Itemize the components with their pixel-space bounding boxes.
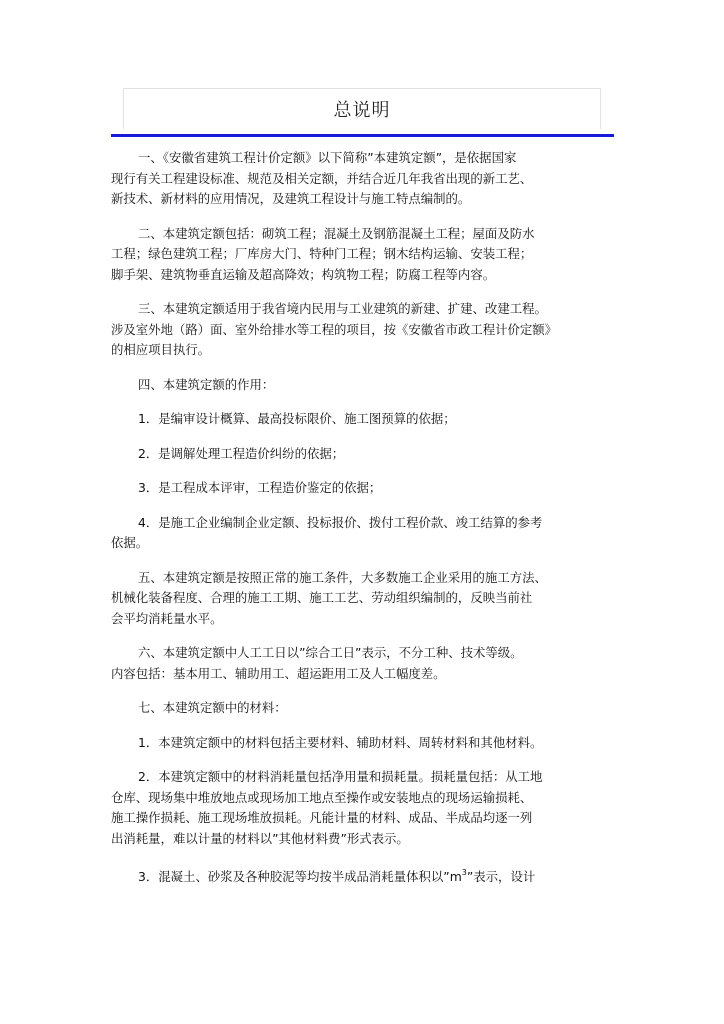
unit-text: m	[449, 869, 462, 884]
text-line: 的相应项目执行。	[111, 342, 211, 357]
text-line: 三、本建筑定额适用于我省境内民用与工业建筑的新建、扩建、改建工程。	[138, 301, 547, 316]
list-item-4-2	[111, 444, 614, 465]
text-line: 涉及室外地（路）面、室外给排水等工程的项目，按《安徽省市政工程计价定额》	[111, 321, 558, 337]
text-line: 现行有关工程建设标准、规范及相关定额，并结合近几年我省出现的新工艺、	[111, 170, 533, 186]
unit-exponent: 3	[461, 868, 467, 877]
text-line: 3．是工程成本评审，工程造价鉴定的依据；	[138, 480, 382, 495]
text-line: 会平均消耗量水平。	[111, 610, 223, 626]
list-item-7-3	[111, 863, 614, 888]
list-item-7-2	[111, 767, 614, 849]
text-line: 2．是调解处理工程造价纠纷的依据；	[138, 445, 345, 461]
paragraph-6	[111, 643, 614, 684]
text-line: 新技术、新材料的应用情况，及建筑工程设计与施工特点编制的。	[111, 191, 471, 206]
list-item-4-3	[111, 478, 614, 499]
text-line: 工程；绿色建筑工程；厂库房大门、特种门工程；钢木结构运输、安装工程；	[111, 246, 533, 261]
paragraph-4	[111, 375, 614, 396]
text-line: 仓库、现场集中堆放地点或现场加工地点至操作或安装地点的现场运输损耗、	[111, 789, 533, 805]
text-line: 施工操作损耗、施工现场堆放损耗。凡能计量的材料、成品、半成品均逐一列	[111, 810, 533, 825]
text-line: 1．是编审设计概算、最高投标限价、施工图预算的依据；	[138, 411, 456, 426]
text-line: 出消耗量，难以计量的材料以”其他材料费”形式表示。	[111, 830, 409, 846]
text-line: 4．是施工企业编制企业定额、投标报价、拨付工程价款、竣工结算的参考	[138, 514, 543, 530]
paragraph-3	[111, 299, 614, 361]
paragraph-7	[111, 698, 614, 719]
text-segment: 3．混凝土、砂浆及各种胶泥等均按半成品消耗量体积以”	[138, 869, 450, 884]
text-line: 六、本建筑定额中人工工日以”综合工日”表示，不分工种、技术等级。	[138, 645, 523, 660]
title-box	[123, 88, 601, 129]
text-line: 2．本建筑定额中的材料消耗量包括净用量和损耗量。损耗量包括：从工地	[138, 769, 543, 784]
document-body	[111, 148, 614, 902]
text-line: 机械化装备程度、合理的施工工期、施工工艺、劳动组织编制的，反映当前社	[111, 590, 533, 605]
text-line	[111, 863, 614, 888]
list-item-4-4	[111, 513, 614, 554]
page-title: 总说明	[333, 100, 391, 121]
paragraph-2	[111, 224, 614, 286]
text-line: 四、本建筑定额的作用：	[138, 376, 275, 392]
title-underline	[111, 134, 614, 137]
list-item-7-1	[111, 733, 614, 754]
paragraph-5	[111, 568, 614, 630]
text-line: 一、《安徽省建筑工程计价定额》以下简称”本建筑定额”，是依据国家	[138, 150, 517, 165]
text-line: 1．本建筑定额中的材料包括主要材料、辅助材料、周转材料和其他材料。	[138, 734, 543, 750]
text-line: 二、本建筑定额包括：砌筑工程；混凝土及钢筋混凝土工程；屋面及防水	[138, 225, 535, 241]
text-line: 五、本建筑定额是按照正常的施工条件，大多数施工企业采用的施工方法、	[138, 569, 547, 585]
text-line: 脚手架、建筑物垂直运输及超高降效；构筑物工程；防腐工程等内容。	[111, 266, 496, 282]
text-line: 依据。	[111, 535, 149, 550]
text-line: 内容包括：基本用工、辅助用工、超运距用工及人工幅度差。	[111, 665, 446, 681]
list-item-4-1	[111, 409, 614, 430]
text-segment: ”表示，设计	[466, 869, 536, 884]
text-line: 七、本建筑定额中的材料：	[138, 700, 287, 715]
paragraph-1	[111, 148, 614, 210]
